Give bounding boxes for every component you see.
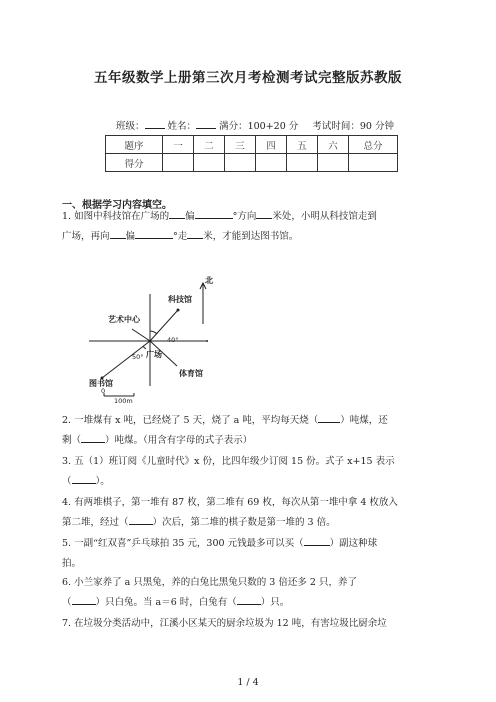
sports-hall-label: 体育馆 bbox=[179, 369, 203, 378]
answer-blank[interactable] bbox=[135, 228, 173, 239]
point-marker bbox=[206, 340, 208, 342]
score-table-header-row bbox=[106, 136, 398, 154]
answer-blank[interactable] bbox=[304, 535, 330, 546]
answer-blank[interactable] bbox=[256, 208, 272, 219]
q6-text: ）只白兔。当 a＝6 时，白兔有（ bbox=[95, 597, 237, 608]
q4-text: ）次后，第二堆的棋子数是第一堆的 3 倍。 bbox=[152, 517, 336, 528]
q7-text: 7. 在垃圾分类活动中，江溪小区某天的厨余垃圾为 12 吨，有害垃圾比厨余垃 bbox=[62, 618, 387, 629]
answer-blank[interactable] bbox=[195, 208, 233, 219]
score-table-header: 四 bbox=[256, 136, 287, 154]
q5-text: 5. 一副“红双喜”乒乓球拍 35 元，300 元钱最多可以买（ bbox=[62, 538, 304, 549]
q3-text: 3. 五（1）班订阅《儿童时代》x 份，比四年级少订阅 15 份。式子 x+15 表示 bbox=[62, 456, 395, 467]
answer-blank[interactable] bbox=[72, 473, 96, 484]
page-title: 五年级数学上册第三次月考检测考试完整版苏教版 bbox=[94, 70, 402, 86]
question-5 bbox=[62, 534, 434, 574]
exam-info bbox=[116, 118, 394, 132]
name-label: 姓名： bbox=[167, 121, 197, 132]
q1-text: 米处，小明从科技馆走到 bbox=[272, 211, 377, 222]
q2-text: ）吨煤。（用含有字母的式子表示） bbox=[105, 435, 253, 446]
q4-text: 4. 有两堆棋子，第一堆有 87 枚，第二堆有 69 枚，每次从第一堆中拿 4 枚放入 bbox=[62, 497, 398, 508]
answer-blank[interactable] bbox=[81, 432, 105, 443]
score-cell[interactable] bbox=[225, 154, 256, 172]
q3-text: ）。 bbox=[95, 476, 110, 487]
q1-text: 广场，再向 bbox=[62, 231, 110, 242]
question-7 bbox=[62, 614, 434, 634]
section-heading: 一、根据学习内容填空。 bbox=[62, 200, 172, 211]
answer-blank[interactable] bbox=[169, 208, 185, 219]
score-table-header: 三 bbox=[225, 136, 256, 154]
q6-text: ）只。 bbox=[260, 597, 290, 608]
score-table-header: 二 bbox=[194, 136, 225, 154]
q2-text: ）吨煤，还 bbox=[340, 415, 388, 426]
question-1 bbox=[62, 207, 434, 247]
plaza-label: 广场 bbox=[146, 350, 162, 359]
time-label: 考试时间：90 分钟 bbox=[312, 121, 394, 132]
score-row-label: 得分 bbox=[106, 154, 163, 172]
angle-50-label: 50° bbox=[132, 353, 144, 361]
q3-text: （ bbox=[62, 476, 72, 487]
direction-map bbox=[84, 274, 234, 404]
angle-arc-50 bbox=[143, 346, 146, 349]
q5-text: 拍。 bbox=[62, 558, 82, 569]
score-label: 满分：100+20 分 bbox=[219, 121, 299, 132]
north-label: 北 bbox=[205, 276, 213, 285]
score-table-header: 总分 bbox=[349, 136, 398, 154]
q2-text: 2. 一堆煤有 x 吨，已经烧了 5 天，烧了 a 吨，平均每天烧（ bbox=[62, 415, 319, 426]
answer-blank[interactable] bbox=[187, 228, 203, 239]
q2-text: 剩（ bbox=[62, 435, 82, 446]
score-table bbox=[105, 135, 398, 172]
score-table-header: 六 bbox=[318, 136, 349, 154]
score-table-header: 一 bbox=[163, 136, 194, 154]
q6-text: （ bbox=[62, 597, 72, 608]
answer-blank[interactable] bbox=[237, 594, 261, 605]
question-3 bbox=[62, 452, 434, 492]
question-6 bbox=[62, 573, 434, 613]
q1-text: 米，才能到达图书馆。 bbox=[203, 231, 299, 242]
q4-text: 第二堆，经过（ bbox=[62, 517, 129, 528]
q1-text: 偏 bbox=[185, 211, 195, 222]
question-4 bbox=[62, 493, 434, 533]
angle-40-label: 40° bbox=[167, 336, 179, 344]
answer-blank[interactable] bbox=[72, 594, 96, 605]
answer-blank[interactable] bbox=[318, 412, 340, 423]
score-cell[interactable] bbox=[349, 154, 398, 172]
class-label: 班级： bbox=[116, 121, 145, 132]
q6-text: 6. 小兰家养了 a 只黑兔，养的白兔比黑兔只数的 3 倍还多 2 只，养了 bbox=[62, 577, 357, 588]
score-cell[interactable] bbox=[318, 154, 349, 172]
score-cell[interactable] bbox=[287, 154, 318, 172]
art-center-label: 艺术中心 bbox=[108, 315, 140, 324]
answer-blank[interactable] bbox=[129, 514, 153, 525]
scale-length-label: 100m bbox=[114, 397, 133, 404]
score-table-score-row bbox=[106, 154, 398, 172]
page-number: 1 / 4 bbox=[237, 677, 259, 688]
score-table-header: 题序 bbox=[106, 136, 163, 154]
name-blank bbox=[196, 119, 216, 129]
question-2 bbox=[62, 411, 434, 451]
scale-zero-label: 0 bbox=[101, 387, 106, 395]
score-cell[interactable] bbox=[194, 154, 225, 172]
q1-text: 1. 如图中科技馆在广场的 bbox=[62, 211, 170, 222]
q1-text: 偏 bbox=[125, 231, 136, 242]
science-museum-label: 科技馆 bbox=[168, 295, 192, 304]
q5-text: ）副这种球 bbox=[329, 538, 378, 549]
answer-blank[interactable] bbox=[110, 228, 126, 239]
score-table-header: 五 bbox=[287, 136, 318, 154]
class-blank bbox=[145, 119, 165, 129]
score-cell[interactable] bbox=[163, 154, 194, 172]
line-to-art-center bbox=[132, 329, 150, 341]
angle-arc-40 bbox=[150, 331, 157, 334]
library-label: 图书馆 bbox=[89, 379, 113, 388]
score-cell[interactable] bbox=[256, 154, 287, 172]
q1-text: °走 bbox=[173, 231, 188, 242]
science-museum-point bbox=[177, 309, 180, 312]
q1-text: °方向 bbox=[232, 211, 257, 222]
